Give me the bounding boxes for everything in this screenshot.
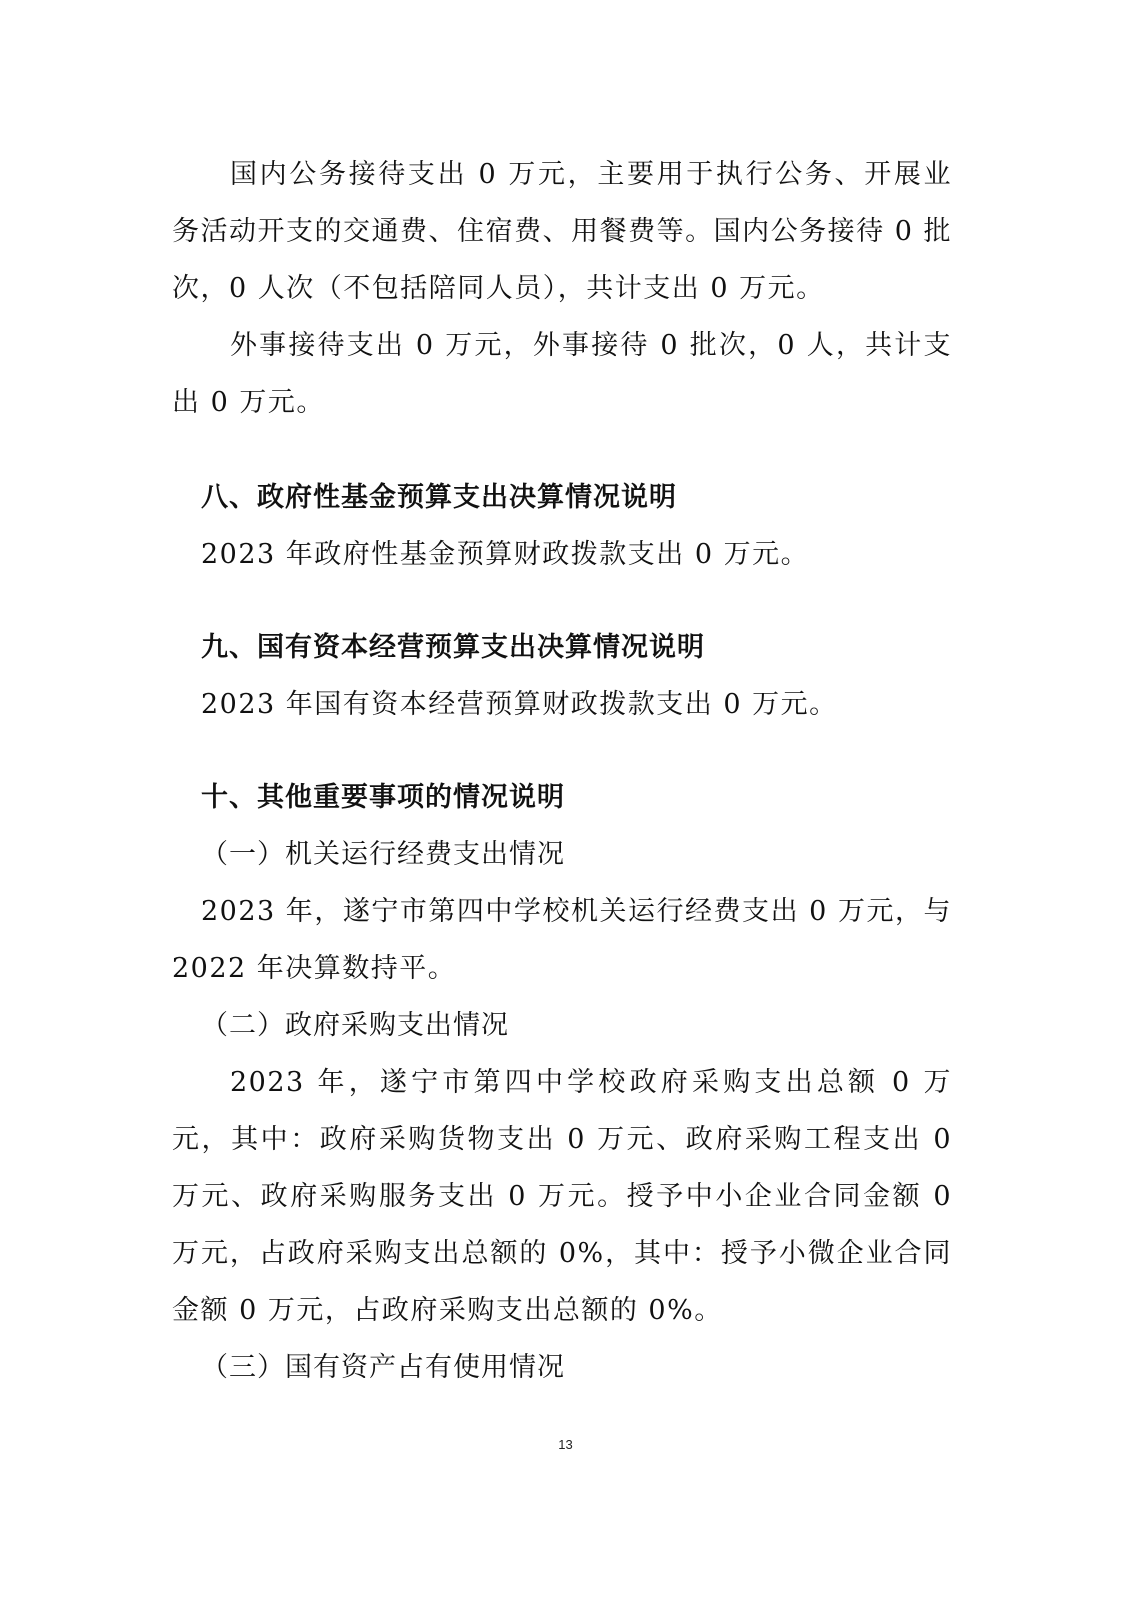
section-8-text: 2023 年政府性基金预算财政拨款支出 0 万元。 <box>201 539 810 570</box>
subsection-1-text: 2023 年，遂宁市第四中学校机关运行经费支出 0 万元，与 2022 年决算数持平。 <box>172 896 952 984</box>
paragraph-domestic-reception: 国内公务接待支出 0 万元，主要用于执行公务、开展业务活动开支的交通费、住宿费、用餐费等。国内公务接待 0 批次，0 人次（不包括陪同人员），共计支出 0 万元。 <box>172 159 952 304</box>
spacer <box>172 733 952 769</box>
spacer <box>172 583 952 619</box>
subsection-heading-2: （二）政府采购支出情况 <box>201 1010 509 1041</box>
subsection-2-text: 2023 年，遂宁市第四中学校政府采购支出总额 0 万元，其中：政府采购货物支出 0 万元、政府采购工程支出 0 万元、政府采购服务支出 0 万元。授予中小企业合同金额 0 万元，占政府采购支出总额的 0%，其中：授予小微企业合同金额 0 万元，占政府采购支出总额的 0%。 <box>172 1067 952 1326</box>
document-body <box>172 146 952 1396</box>
section-heading-8: 八、政府性基金预算支出决算情况说明 <box>201 482 677 513</box>
section-heading-9: 九、国有资本经营预算支出决算情况说明 <box>201 632 705 663</box>
section-9-text: 2023 年国有资本经营预算财政拨款支出 0 万元。 <box>201 689 838 720</box>
spacer <box>172 431 952 469</box>
subsection-heading-1: （一）机关运行经费支出情况 <box>201 839 565 870</box>
subsection-heading-3: （三）国有资产占有使用情况 <box>201 1352 565 1383</box>
paragraph-foreign-reception: 外事接待支出 0 万元，外事接待 0 批次，0 人，共计支出 0 万元。 <box>172 330 952 418</box>
section-heading-10: 十、其他重要事项的情况说明 <box>201 782 565 813</box>
page-number: 13 <box>558 1437 573 1452</box>
